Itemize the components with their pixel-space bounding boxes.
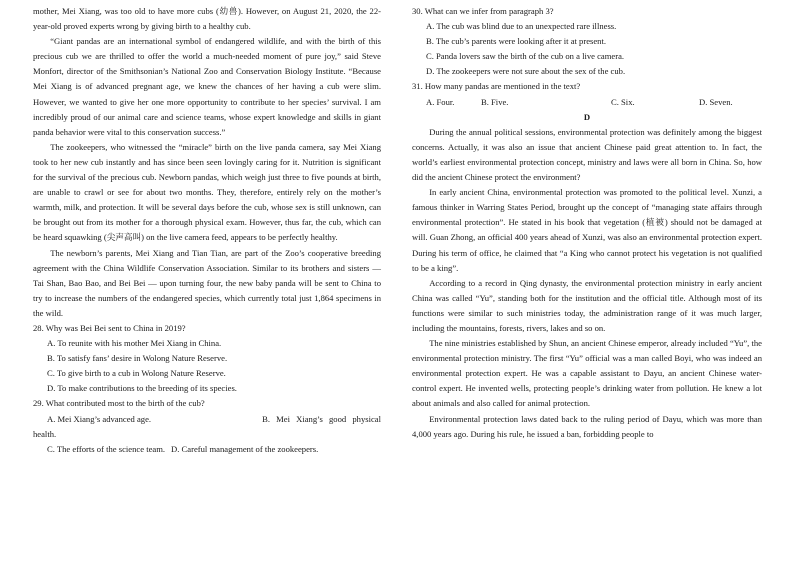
question-28-option-c: C. To give birth to a cub in Wolong Nature Reserve. xyxy=(47,368,226,379)
question-28-option-b: B. To satisfy fans’ desire in Wolong Nature Reserve. xyxy=(47,353,228,364)
question-31-option-a: A. Four. xyxy=(426,96,455,107)
passage-c-paragraph-2: “Giant pandas are an international symbol of endangered wildlife, and with the birth of this precious cub we are thrilled to offer the world a much-needed moment of pure joy,” said Steve Monfort, director of the Smithsonian’s National Zoo and Conservation Biology Institute. “Because Mei Xiang is of advanced pregnant age, we knew the chances of her having a cub were slim. However, we wanted to give her one more opportunity to contribute to her species’ survival. I am incredibly proud of our animal care and science teams, whose expert knowledge and skills in giant panda behavior were vital to this conservation success.” xyxy=(33,36,381,137)
question-29: 29. What contributed most to the birth of the cub? xyxy=(33,398,205,409)
question-29-option-a: A. Mei Xiang’s advanced age. xyxy=(47,413,152,424)
question-30-option-b: B. The cub’s parents were looking after it at present. xyxy=(426,36,607,47)
passage-c-paragraph-3: The zookeepers, who witnessed the “miracle” birth on the live panda camera, say Mei Xiang took to her new cub instantly and has since been seen lovingly caring for it. Nutrition is significant for the survival of the precious cub. Newborn pandas, which weigh just three to five pounds at birth, are unable to crawl or see for about two months. They, therefore, entirely rely on the mother’s warmth, milk, and protection. It will be several days before the cub, whose sex is still unknown, can be brought out from its mother for a thorough physical exam. However, thus far, the cub, which can be heard squawking (尖声高叫) on the live camera feed, appears to be perfectly healthy. xyxy=(33,141,381,243)
question-31-option-d: D. Seven. xyxy=(699,96,733,107)
question-28-option-d: D. To make contributions to the breeding of its species. xyxy=(47,383,237,394)
question-29-option-b-continued: health. xyxy=(33,428,57,439)
question-30-option-a: A. The cub was blind due to an unexpected rare illness. xyxy=(426,21,617,32)
passage-d-paragraph-1: During the annual political sessions, environmental protection was definitely among the biggest concerns. Actually, it was also an issue that ancient Chinese paid great attention to. In fact, the world’s earliest environmental protection concept, ministry and laws were all born in China. So, how did the ancient Chinese protect the environment? xyxy=(412,126,762,183)
question-31-options xyxy=(426,95,762,110)
passage-d-paragraph-4: The nine ministries established by Shun, an ancient Chinese emperor, already included “Yu”, the environmental protection ministry. The first “Yu” official was a man called Boyi, who was indeed an environmental protection expert. He was a capable assistant to Dayu, an ancient Chinese water-control expert. He invented wells, protecting people’s drinking water from pollution. He knew a lot about animals and also called for animal protection. xyxy=(412,338,762,409)
passage-d-paragraph-5: Environmental protection laws dated back to the ruling period of Dayu, which was more than 4,000 years ago. During his rule, he issued a ban, forbidding people to xyxy=(412,413,762,439)
passage-d-paragraph-3: According to a record in Qing dynasty, the environmental protection ministry in early ancient China was called “Yu”, standing both for the institution and the official title. Although most of its functions were similar to such ministries today, the administration range of it was much larger, including the mountains, forests, rivers, lakes and so on. xyxy=(412,277,762,333)
passage-c-paragraph-4: The newborn’s parents, Mei Xiang and Tian Tian, are part of the Zoo’s cooperative breeding agreement with the China Wildlife Conservation Association. Similar to its brothers and sisters — Tai Shan, Bao Bao, and Bei Bei — upon turning four, the new baby panda will be sent to China to try to increase the numbers of the endangered species, which currently total just 1,864 specimens in the wild. xyxy=(33,247,381,318)
question-30-option-d: D. The zookeepers were not sure about the sex of the cub. xyxy=(426,66,626,77)
question-28-option-a: A. To reunite with his mother Mei Xiang in China. xyxy=(47,338,222,349)
passage-c-paragraph-1: mother, Mei Xiang, was too old to have more cubs (幼兽). However, on August 21, 2020, the 22-year-old proved experts wrong by giving birth to a healthy cub. xyxy=(33,6,381,32)
question-30-option-c: C. Panda lovers saw the birth of the cub on a live camera. xyxy=(426,51,625,62)
section-d-heading: D xyxy=(583,111,591,122)
question-31-option-b: B. Five. xyxy=(481,96,509,107)
question-31: 31. How many pandas are mentioned in the text? xyxy=(412,81,581,92)
right-column xyxy=(412,4,762,442)
passage-d-paragraph-2: In early ancient China, environmental protection was promoted to the political level. Xunzi, a famous thinker in Warring States Period, brought up the concept of “managing state affairs through environmental protection”. He stated in his book that vegetation (植被) should not be damaged at will. Guan Zhong, an official 400 years ahead of Xunzi, was also an environmental protection expert. During his term of office, he claimed that “a King who cannot protect his vegetation is not qualified to be a king”. xyxy=(412,187,762,273)
question-29-option-b: B. Mei Xiang’s good physical xyxy=(262,413,381,424)
question-29-option-d: D. Careful management of the zookeepers. xyxy=(171,443,319,454)
left-column xyxy=(33,4,381,457)
question-29-option-c: C. The efforts of the science team. xyxy=(47,443,166,454)
question-29-options-row-2 xyxy=(47,442,381,457)
question-31-option-c: C. Six. xyxy=(611,96,635,107)
question-29-options-row-1 xyxy=(47,412,381,427)
question-30: 30. What can we infer from paragraph 3? xyxy=(412,6,554,16)
question-28: 28. Why was Bei Bei sent to China in 2019? xyxy=(33,322,186,333)
